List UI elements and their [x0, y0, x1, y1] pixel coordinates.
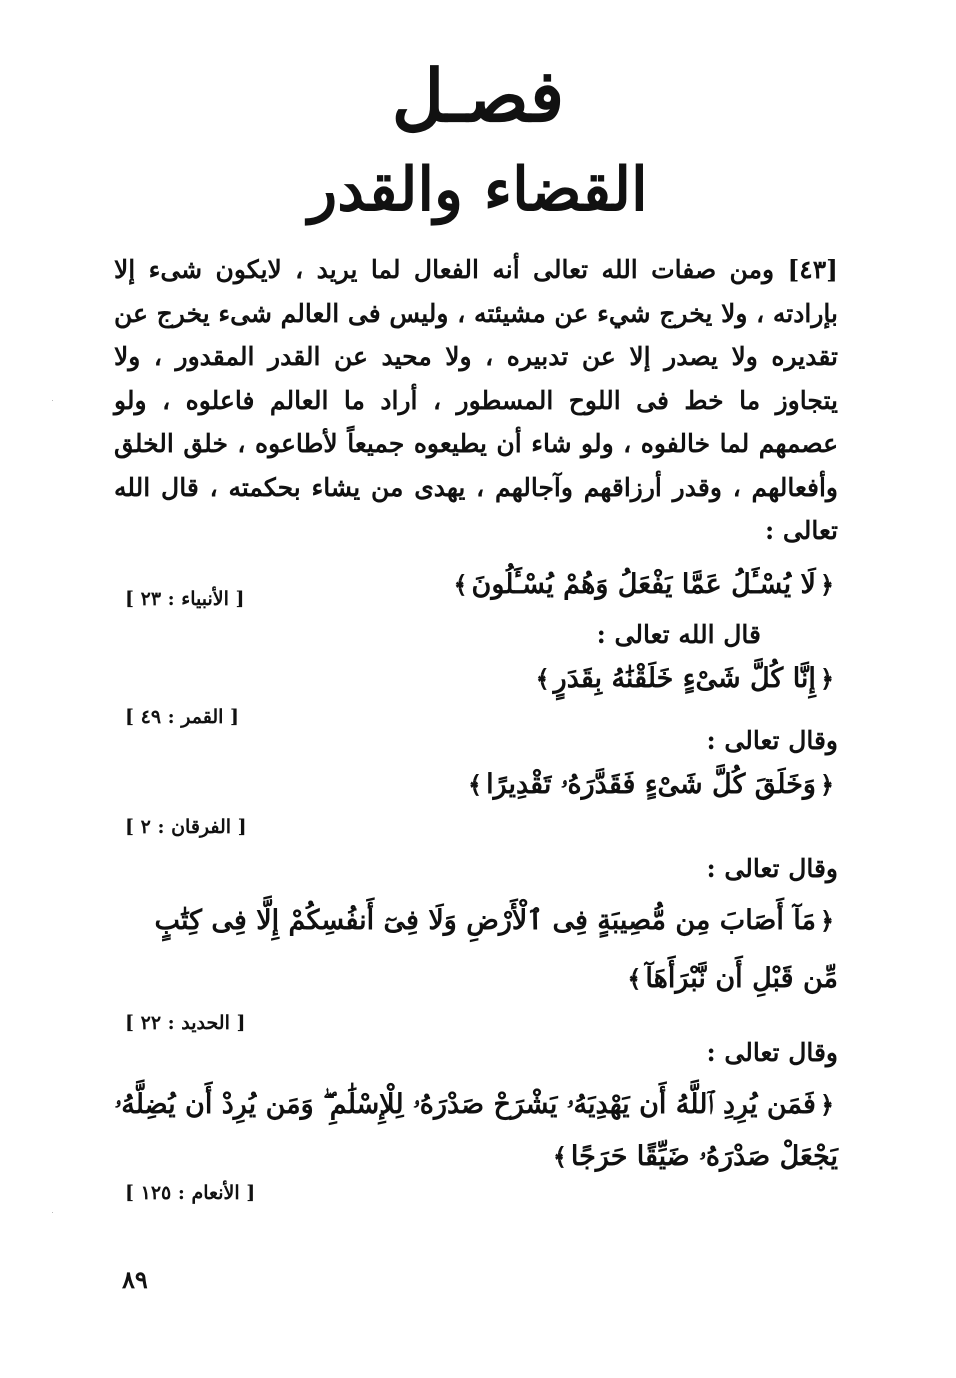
verse-4-line-1: [114, 904, 838, 938]
margin-mark: [52, 1212, 53, 1213]
verse-bracket-close-icon: ﴾: [468, 770, 483, 799]
verse-bracket-open-icon: ﴿: [819, 570, 834, 599]
verse-4-text-2: مِّن قَبْلِ أَن نَّبْرَأَهَآ: [645, 963, 838, 994]
verse-bracket-open-icon: ﴿: [819, 770, 834, 799]
verse-bracket-close-icon: ﴾: [535, 664, 550, 693]
verse-2: [114, 662, 838, 696]
verse-bracket-close-icon: ﴾: [552, 1142, 567, 1171]
main-paragraph: [114, 248, 838, 553]
verse-5-text: فَمَن يُرِدِ ٱللَّهُ أَن يَهْدِيَهُۥ يَشْرَحْ صَدْرَهُۥ لِلْإِسْلَٰمِ ۖ وَمَن يُرِدْ أَن يُضِلَّهُۥ: [114, 1089, 816, 1120]
verse-1-text: لَا يُسْـَٔلُ عَمَّا يَفْعَلُ وَهُمْ يُسْـَٔلُونَ: [471, 569, 816, 600]
margin-mark: [52, 400, 53, 401]
paragraph-text: ومن صفات الله تعالى أنه الفعال لما يريد ، لايكون شىء إلا بإرادته ، ولا يخرج شيء عن مشيئته ، وليس فى العالم شىء يخرج عن تقديره ولا يصدر إلا عن تدبيره ، ولا محيد عن القدر المقدور ، ولا يتجاوز ما خط فى اللوح المسطور ، أراد ما العالم فاعلوه ، ولو عصمهم لما خالفوه ، ولو شاء أن يطيعوه جميعاً لأطاعوه ، خلق الخلق وأفعالهم ، وقدر أرزاقهم وآجالهم ، يهدى من يشاء بحكمته ، قال الله تعالى :: [114, 255, 838, 545]
verse-bracket-open-icon: ﴿: [819, 1090, 834, 1119]
verse-5-reference: [ الأنعام : ١٢٥ ]: [125, 1182, 256, 1204]
verse-3: [114, 768, 838, 802]
verse-3-text: وَخَلَقَ كُلَّ شَىْءٍ فَقَدَّرَهُۥ تَقْدِيرًا: [486, 769, 816, 800]
chapter-subheading: القضاء والقدر: [308, 155, 648, 225]
paragraph-number: [٤٣]: [787, 255, 838, 284]
verse-4-intro: وقال تعالى :: [706, 854, 838, 883]
verse-bracket-open-icon: ﴿: [819, 906, 834, 935]
verse-4-reference: [ الحديد : ٢٢ ]: [125, 1012, 246, 1034]
verse-5-line-2: [114, 1140, 838, 1174]
verse-2-intro: قال الله تعالى :: [596, 620, 761, 649]
verse-2-text: إِنَّا كُلَّ شَىْءٍ خَلَقْنَٰهُ بِقَدَرٍ: [553, 663, 816, 694]
verse-bracket-close-icon: ﴾: [453, 570, 468, 599]
verse-4-line-2: [114, 962, 838, 996]
verse-4-text: مَآ أَصَابَ مِن مُّصِيبَةٍ فِى ٱلْأَرْضِ وَلَا فِىٓ أَنفُسِكُمْ إِلَّا فِى كِتَٰبٍ: [154, 905, 816, 936]
verse-bracket-close-icon: ﴾: [627, 964, 642, 993]
verse-2-reference: [ القمر : ٤٩ ]: [125, 706, 240, 728]
verse-1-reference: [ الأنبياء : ٢٣ ]: [125, 588, 245, 610]
verse-5-text-2: يَجْعَلْ صَدْرَهُۥ ضَيِّقًا حَرَجًا: [570, 1141, 838, 1172]
verse-5-intro: وقال تعالى :: [706, 1038, 838, 1067]
chapter-heading: فصـل: [391, 53, 565, 138]
verse-5-line-1: [114, 1088, 838, 1122]
verse-bracket-open-icon: ﴿: [819, 664, 834, 693]
verse-3-reference: [ الفرقان : ٢ ]: [125, 816, 247, 838]
page-number: ٨٩: [122, 1265, 148, 1294]
verse-3-intro: وقال تعالى :: [706, 726, 838, 755]
